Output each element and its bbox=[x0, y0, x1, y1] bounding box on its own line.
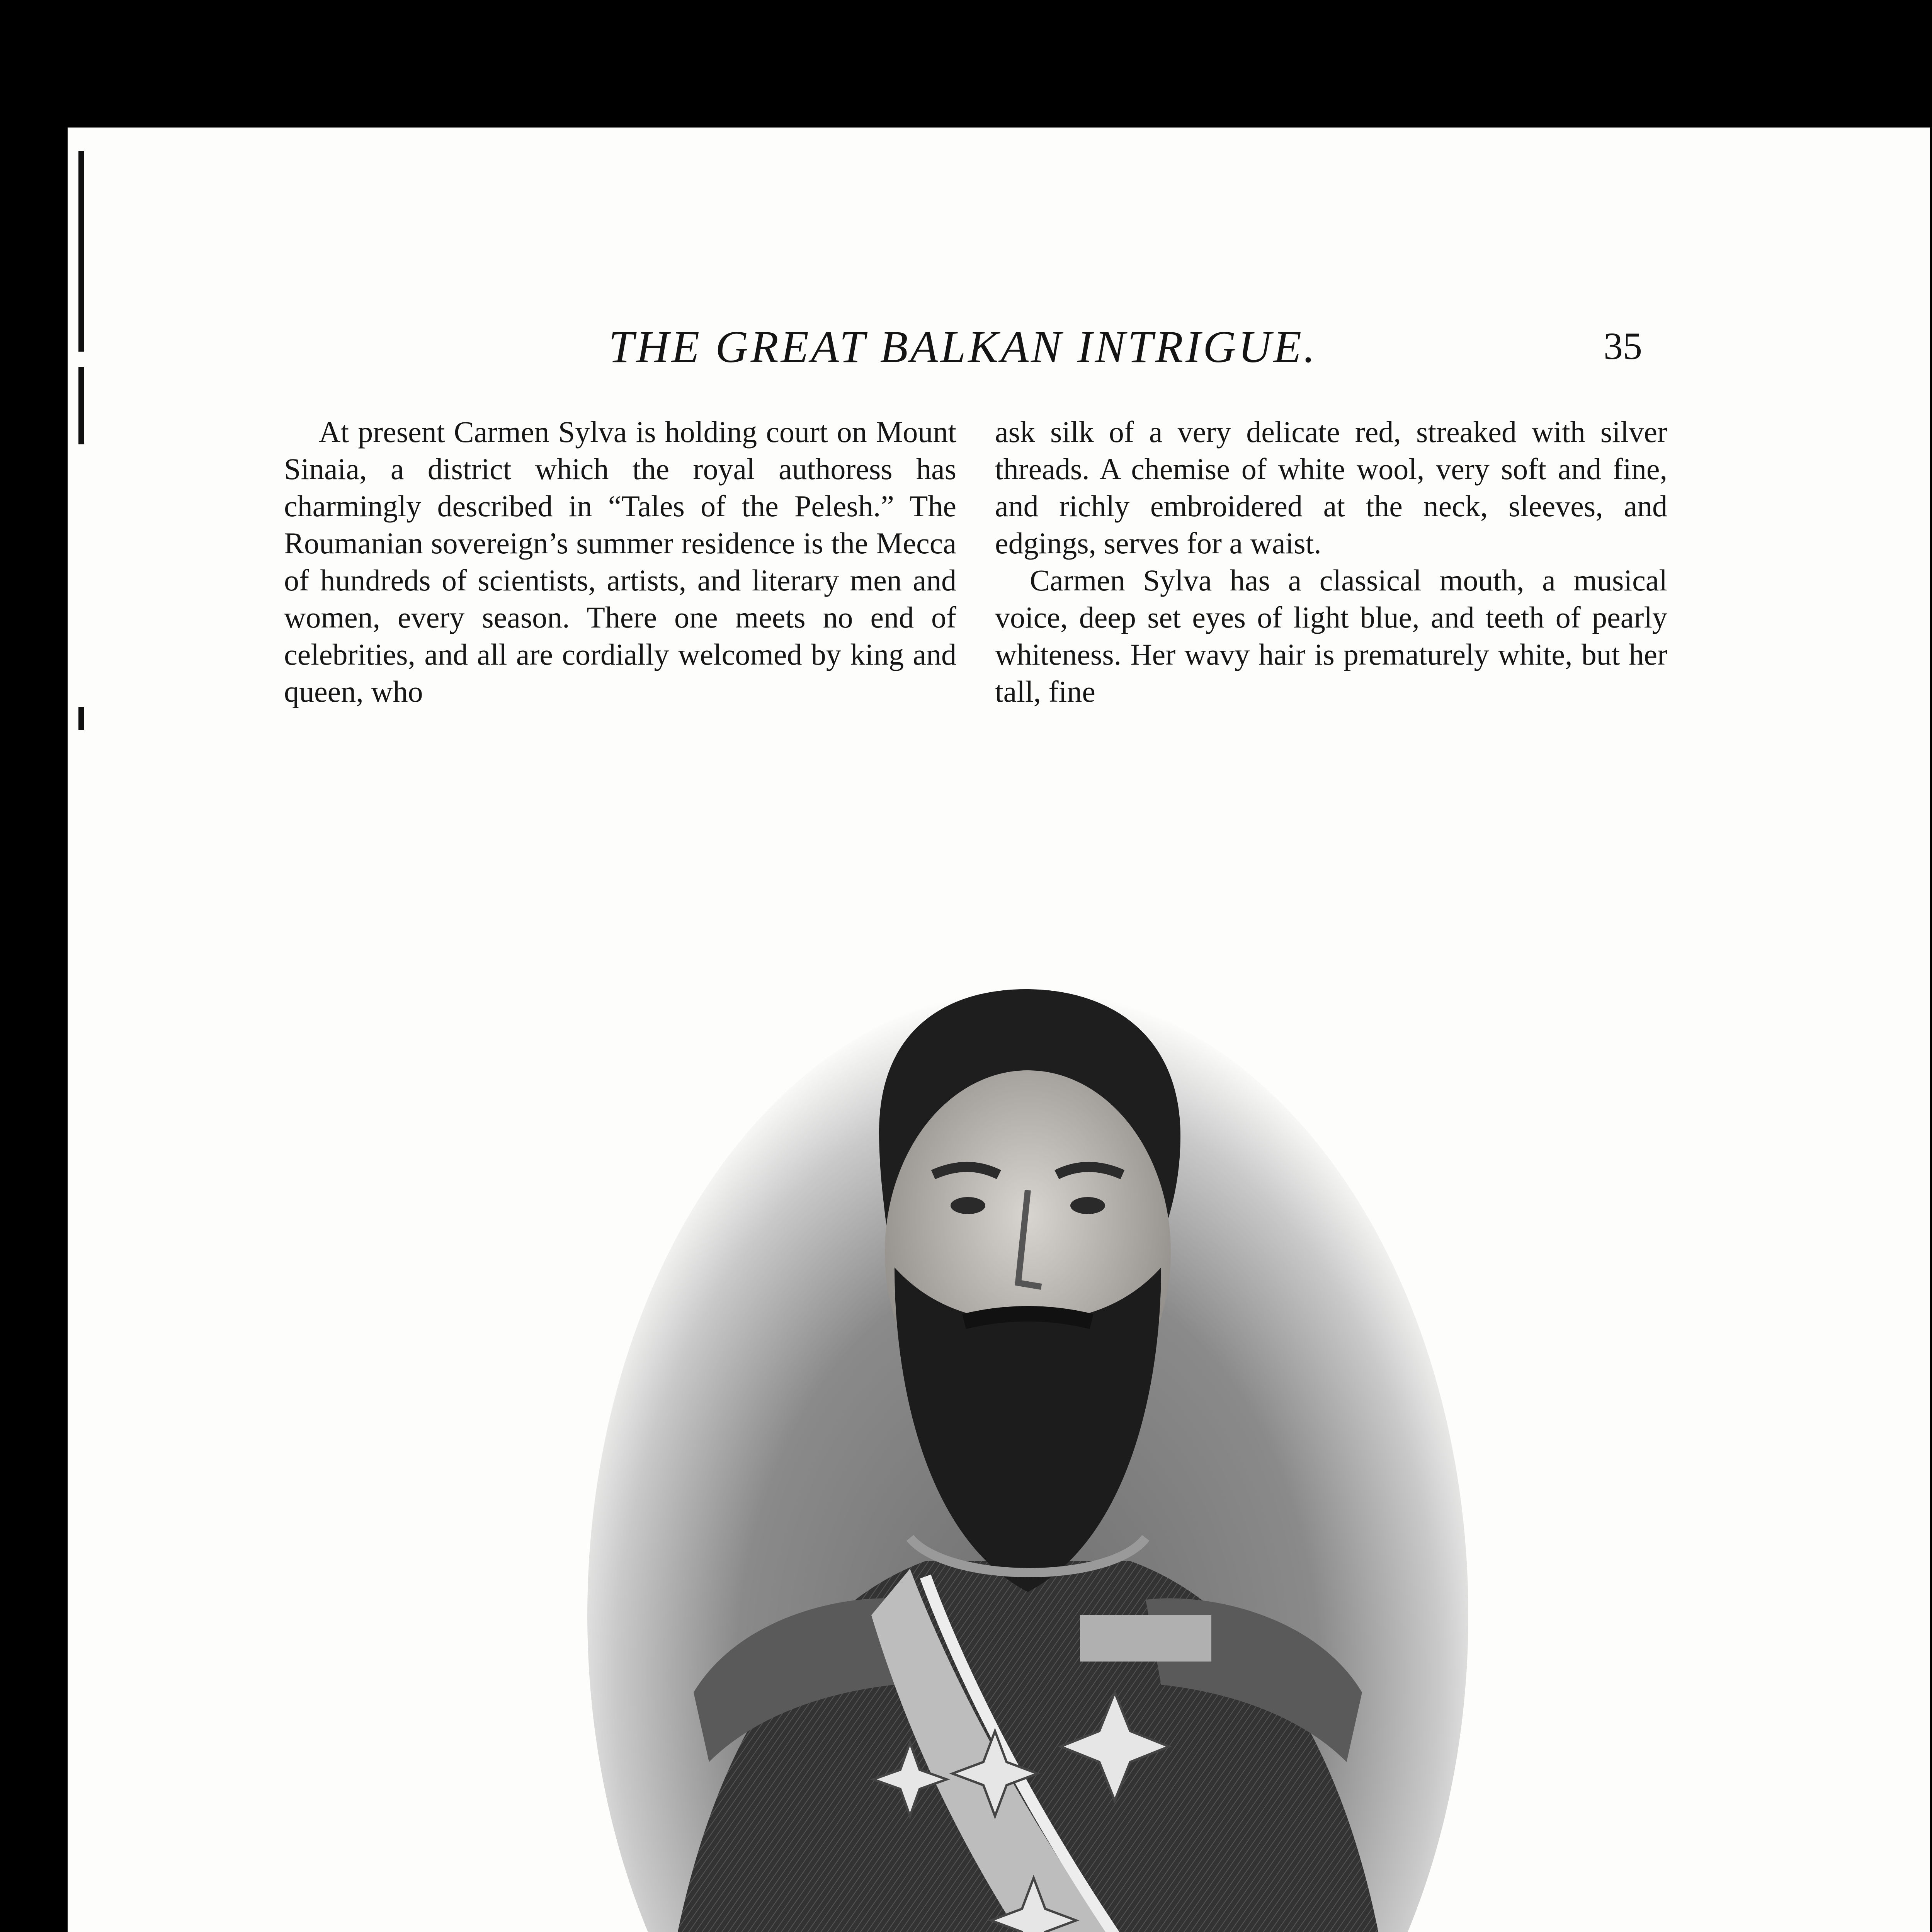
page-number: 35 bbox=[1604, 325, 1642, 367]
paragraph: At present Carmen Sylva is holding court on Mount Sinaia, a district which the royal authoress has charmingly described in “Tales of the Pelesh.” The Roumanian sovereign’s summer residence is the Mecca of hundreds of scientists, artists, and literary men and women, every season. There one meets no end of celebrities, and all are cordially welcomed by king and queen, who bbox=[284, 415, 956, 708]
binding-edge-mark bbox=[78, 707, 84, 730]
text-column-top-right bbox=[995, 413, 1667, 710]
page-header bbox=[68, 321, 1930, 390]
paragraph: Carmen Sylva has a classical mouth, a musical voice, deep set eyes of light blue, and teeth of pearly whiteness. Her wavy hair is prematurely white, but her tall, fine bbox=[995, 563, 1667, 708]
magazine-page bbox=[68, 128, 1930, 1932]
paragraph: ask silk of a very delicate red, streaked with silver threads. A chemise of white wool, very soft and fine, and richly embroidered at the neck, sleeves, and edgings, serves for a waist. bbox=[995, 415, 1667, 560]
portrait-engraving bbox=[578, 958, 1478, 1932]
running-title: THE GREAT BALKAN INTRIGUE. bbox=[609, 321, 1318, 372]
text-column-top-left bbox=[284, 413, 956, 710]
